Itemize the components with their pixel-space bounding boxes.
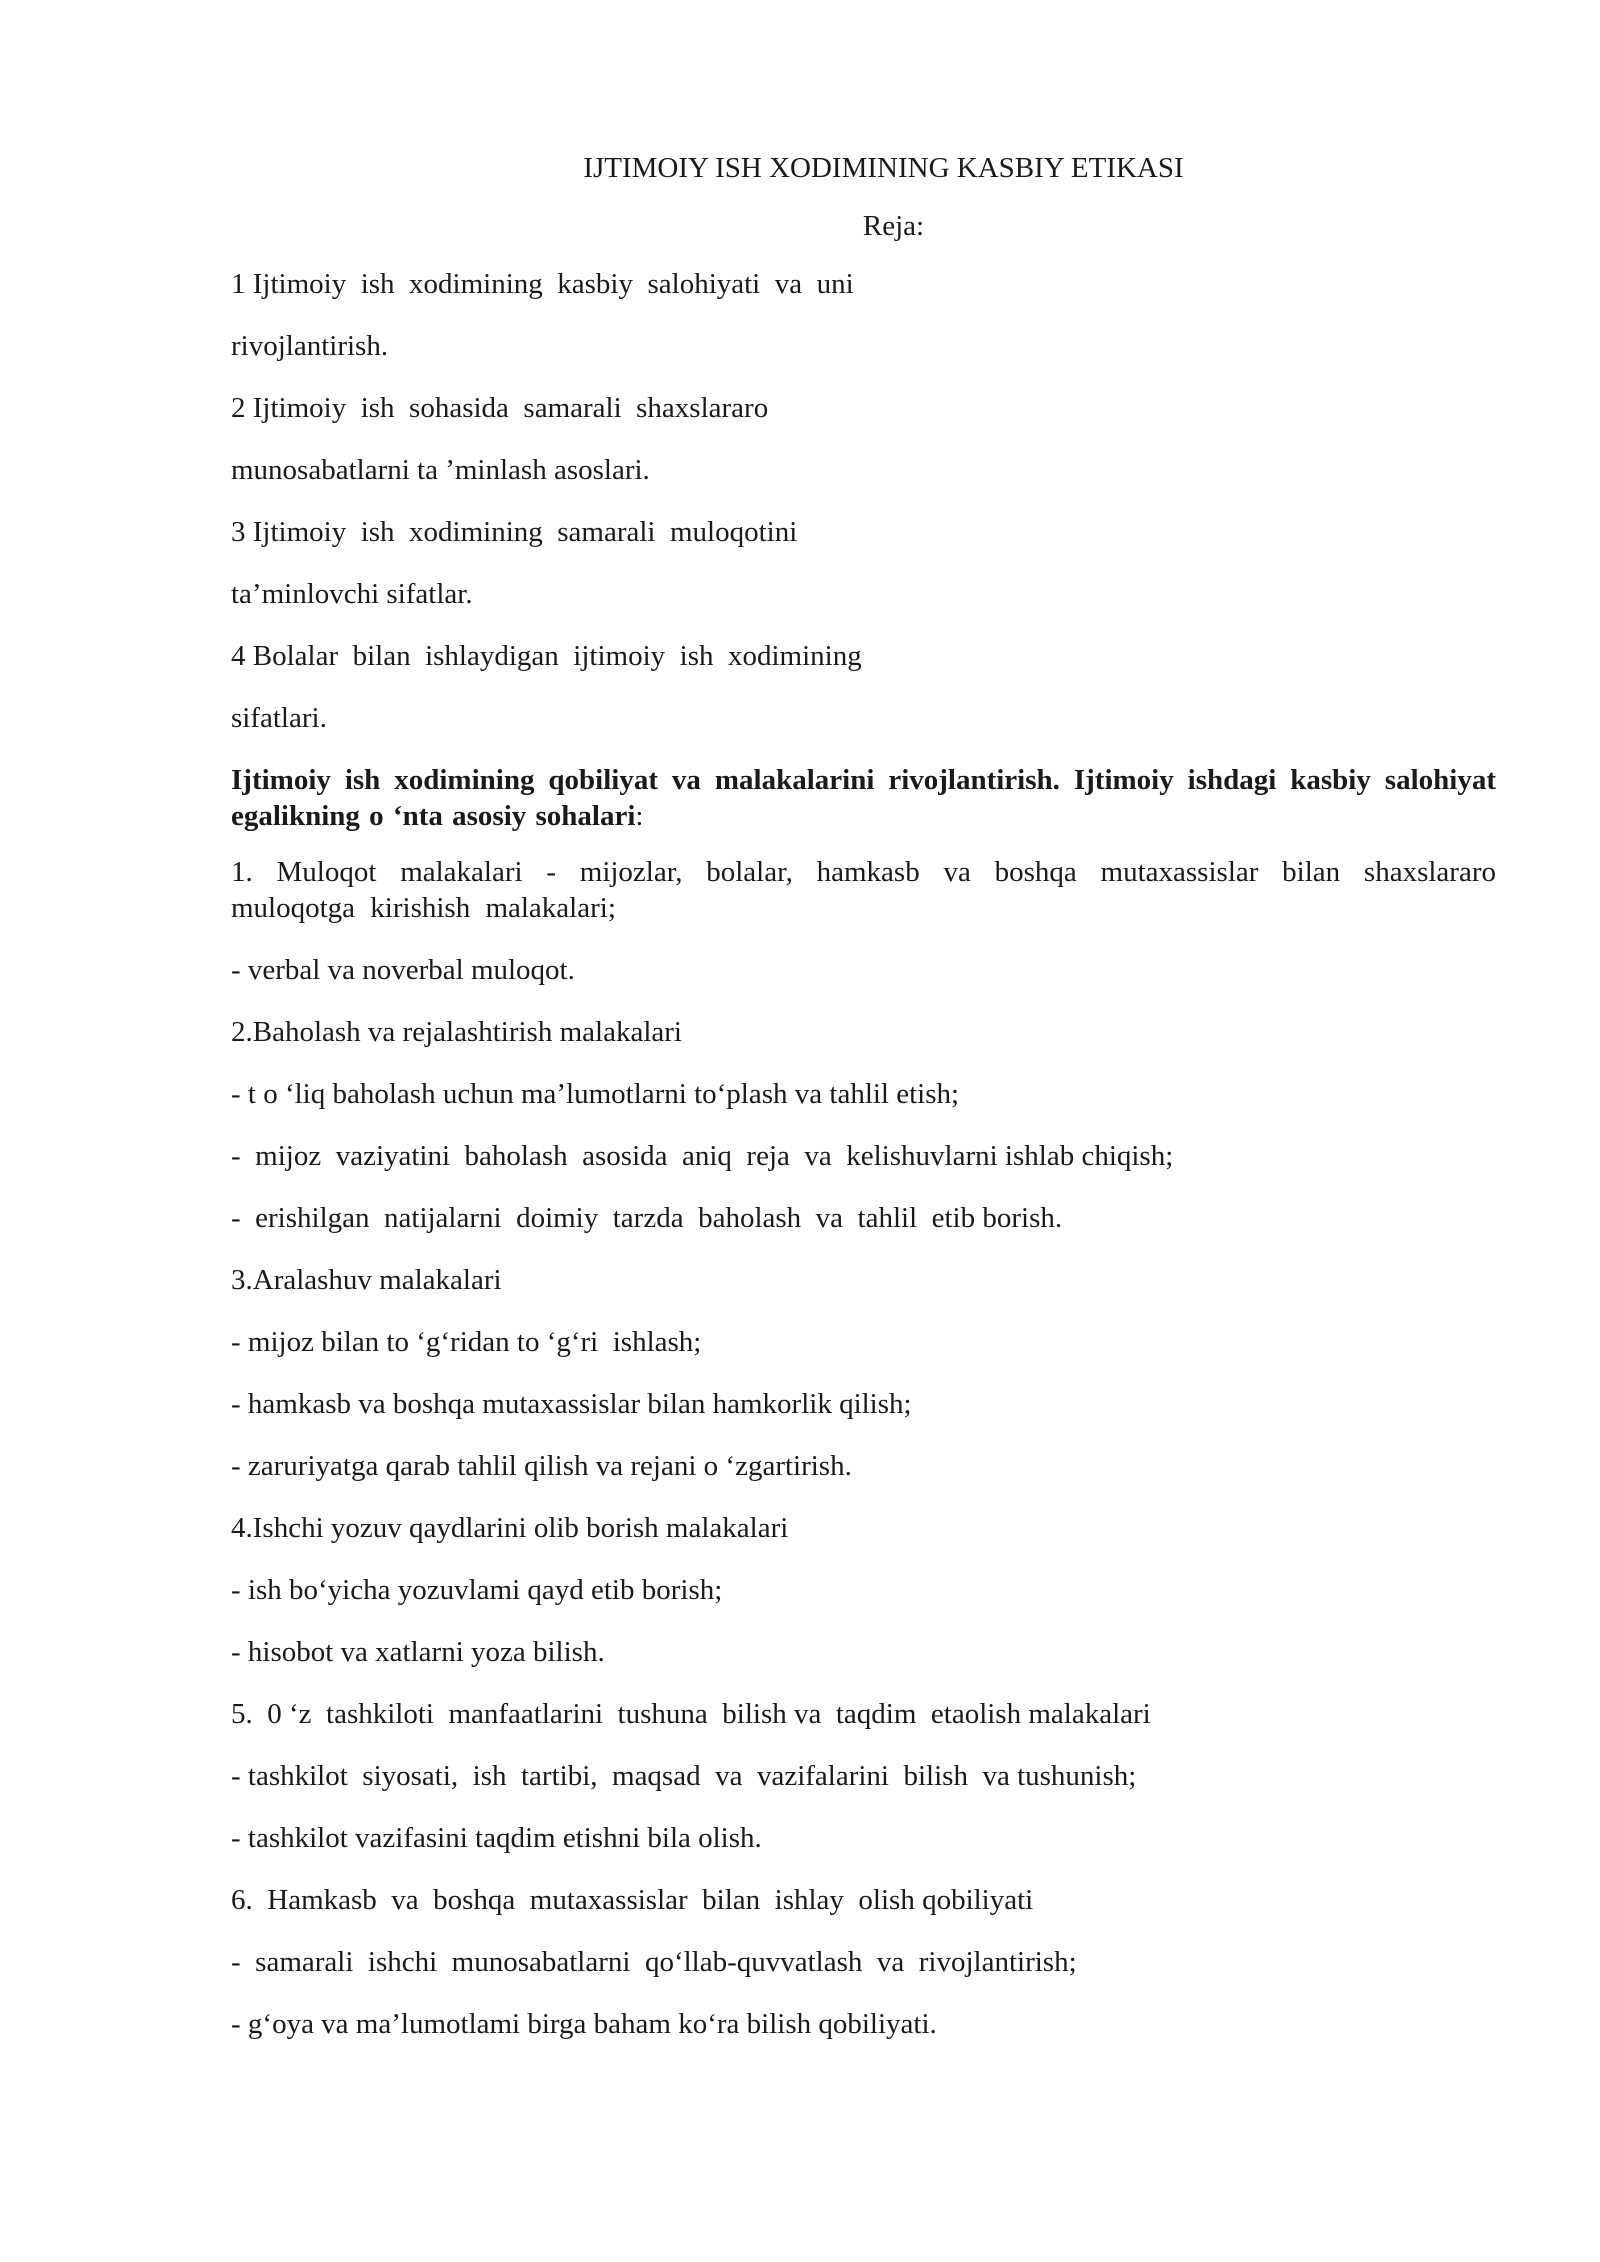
- list-line: - samarali ishchi munosabatlarni qo‘llab-quvvatlash va rivojlantirish;: [231, 1946, 1077, 1978]
- list-line: - tashkilot siyosati, ish tartibi, maqsad va vazifalarini bilish va tushunish;: [231, 1760, 1137, 1792]
- list-line: - ish bo‘yicha yozuvlami qayd etib borish;: [231, 1574, 723, 1606]
- plan-line: 2 Ijtimoiy ish sohasida samarali shaxslararo: [231, 392, 769, 424]
- list-line: 4.Ishchi yozuv qaydlarini olib borish malakalari: [231, 1512, 789, 1544]
- section-heading-text: Ijtimoiy ish xodimining qobiliyat va malakalarini rivojlantirish. Ijtimoiy ishdagi kasbiy salohiyat egalikning o ‘nta asosiy sohalari: [231, 764, 1496, 832]
- section-heading-colon: :: [635, 800, 644, 832]
- plan-line: 4 Bolalar bilan ishlaydigan ijtimoiy ish xodimining: [231, 640, 862, 672]
- list-line: 6. Hamkasb va boshqa mutaxassislar bilan ishlay olish qobiliyati: [231, 1884, 1034, 1916]
- list-line: - mijoz bilan to ‘g‘ridan to ‘g‘ri ishlash;: [231, 1326, 702, 1358]
- plan-line: munosabatlarni ta ’minlash asoslari.: [231, 454, 650, 486]
- document-title: IJTIMOIY ISH XODIMINING KASBIY ETIKASI: [583, 152, 1184, 184]
- list-line: - tashkilot vazifasini taqdim etishni bila olish.: [231, 1822, 762, 1854]
- section-heading: [231, 762, 1496, 834]
- document-page: [231, 150, 1496, 2068]
- list-line: 2.Baholash va rejalashtirish malakalari: [231, 1016, 682, 1048]
- plan-line: sifatlari.: [231, 702, 327, 734]
- list-line: - mijoz vaziyatini baholash asosida aniq reja va kelishuvlarni ishlab chiqish;: [231, 1140, 1174, 1172]
- plan-line: rivojlantirish.: [231, 330, 389, 362]
- list-line: - verbal va noverbal muloqot.: [231, 954, 575, 986]
- list-line: - erishilgan natijalarni doimiy tarzda baholash va tahlil etib borish.: [231, 1202, 1063, 1234]
- list-line: - hisobot va xatlarni yoza bilish.: [231, 1636, 605, 1668]
- list-line: - g‘oya va ma’lumotlami birga baham ko‘ra bilish qobiliyati.: [231, 2008, 937, 2040]
- list-line: 5. 0 ‘z tashkiloti manfaatlarini tushuna bilish va taqdim etaolish malakalari: [231, 1698, 1151, 1730]
- list-line: - zaruriyatga qarab tahlil qilish va rejani o ‘zgartirish.: [231, 1450, 852, 1482]
- plan-line: ta’minlovchi sifatlar.: [231, 578, 473, 610]
- plan-heading: Reja:: [862, 210, 925, 242]
- plan-line: 1 Ijtimoiy ish xodimining kasbiy salohiyati va uni: [231, 268, 854, 300]
- list-line: 3.Aralashuv malakalari: [231, 1264, 502, 1296]
- plan-line: 3 Ijtimoiy ish xodimining samarali muloqotini: [231, 516, 798, 548]
- list-line: - t o ‘liq baholash uchun ma’lumotlarni to‘plash va tahlil etish;: [231, 1078, 960, 1110]
- list-item-communication: 1. Muloqot malakalari - mijozlar, bolalar, hamkasb va boshqa mutaxassislar bilan shaxslararo muloqotga kirishish malakalari;: [231, 856, 1496, 924]
- list-line: - hamkasb va boshqa mutaxassislar bilan hamkorlik qilish;: [231, 1388, 912, 1420]
